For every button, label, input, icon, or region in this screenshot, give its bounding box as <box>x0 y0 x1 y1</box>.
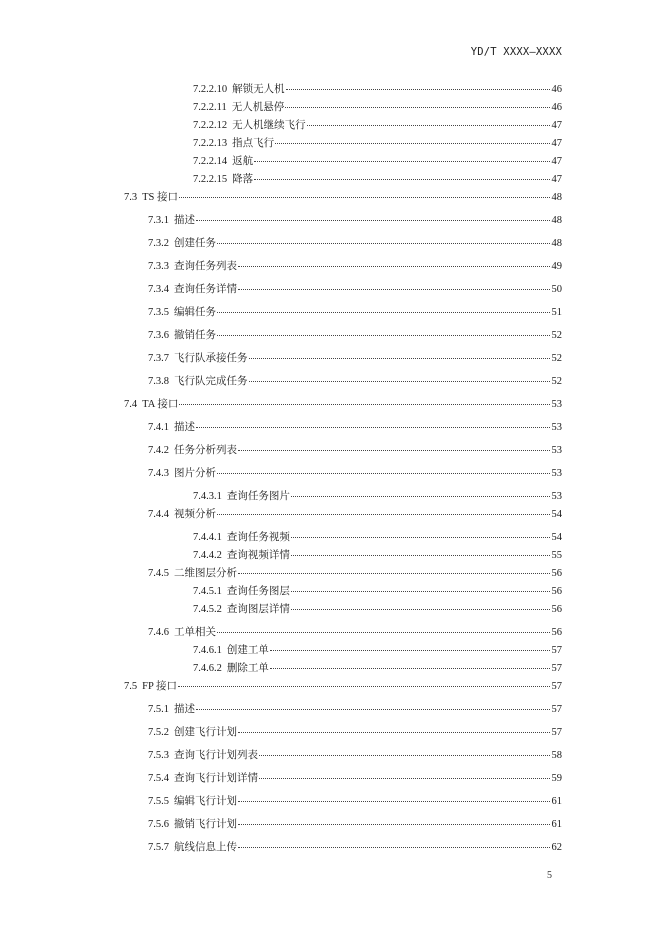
toc-section-number: 7.4.2 <box>148 445 169 456</box>
toc-dot-leader <box>238 723 550 733</box>
toc-section-title: 删除工单 <box>226 663 269 674</box>
toc-section-title: 查询任务视频 <box>226 532 290 543</box>
toc-page-number: 56 <box>551 568 562 579</box>
toc-page-number: 47 <box>551 174 562 185</box>
toc-entry[interactable] <box>193 100 562 114</box>
toc-page-number: 57 <box>551 727 562 738</box>
toc-dot-leader <box>196 418 550 428</box>
toc-entry[interactable] <box>124 190 562 204</box>
toc-page-number: 61 <box>551 819 562 830</box>
toc-dot-leader <box>238 441 550 451</box>
document-code-header: YD/T XXXX—XXXX <box>470 46 562 58</box>
toc-section-title: 描述 <box>174 215 195 226</box>
toc-dot-leader <box>254 152 549 162</box>
toc-section-title: 查询任务图层 <box>226 586 290 597</box>
toc-dot-leader <box>291 487 550 497</box>
toc-section-number: 7.2.2.14 <box>193 156 228 167</box>
toc-page-number: 55 <box>551 550 562 561</box>
toc-section-title: 查询任务图片 <box>226 491 290 502</box>
toc-section-number: 7.4.5.1 <box>193 586 222 597</box>
toc-dot-leader <box>291 546 550 556</box>
toc-section-title: 撤销任务 <box>174 330 216 341</box>
toc-dot-leader <box>217 303 550 313</box>
toc-section-title: 指点飞行 <box>232 138 275 149</box>
toc-dot-leader <box>291 582 550 592</box>
toc-page-number: 61 <box>551 796 562 807</box>
toc-section-number: 7.5 <box>124 681 138 692</box>
toc-section-number: 7.3.5 <box>148 307 169 318</box>
toc-entry[interactable] <box>193 154 562 168</box>
toc-dot-leader <box>249 349 550 359</box>
toc-section-number: 7.3.4 <box>148 284 169 295</box>
toc-entry[interactable] <box>193 82 562 96</box>
toc-dot-leader <box>238 564 550 574</box>
toc-page-number: 57 <box>551 704 562 715</box>
toc-section-number: 7.3.6 <box>148 330 169 341</box>
toc-section-number: 7.5.2 <box>148 727 169 738</box>
toc-dot-leader <box>307 116 550 126</box>
toc-dot-leader <box>179 188 549 198</box>
toc-dot-leader <box>238 280 550 290</box>
toc-entry[interactable] <box>148 507 562 521</box>
toc-page-number: 59 <box>551 773 562 784</box>
toc-page-number: 54 <box>551 532 562 543</box>
toc-section-title: 查询任务列表 <box>174 261 237 272</box>
toc-entry[interactable] <box>124 397 562 411</box>
toc-dot-leader <box>217 623 550 633</box>
toc-entry[interactable] <box>148 328 562 342</box>
toc-page-number: 48 <box>551 192 562 203</box>
toc-section-title: 创建任务 <box>174 238 216 249</box>
toc-page-number: 57 <box>551 663 562 674</box>
toc-page-number: 47 <box>551 120 562 131</box>
toc-dot-leader <box>217 464 550 474</box>
toc-entry[interactable] <box>148 305 562 319</box>
toc-dot-leader <box>285 98 549 108</box>
toc-entry[interactable] <box>124 679 562 693</box>
toc-entry[interactable] <box>148 282 562 296</box>
toc-entry[interactable] <box>148 420 562 434</box>
toc-section-number: 7.4.3 <box>148 468 169 479</box>
toc-entry[interactable] <box>193 118 562 132</box>
toc-section-number: 7.3 <box>124 192 138 203</box>
toc-page-number: 46 <box>551 102 562 113</box>
toc-page-number: 46 <box>551 84 562 95</box>
toc-entry[interactable] <box>193 661 562 675</box>
toc-page-number: 62 <box>551 842 562 853</box>
toc-section-title: TS 接口 <box>142 192 179 203</box>
toc-dot-leader <box>238 838 550 848</box>
toc-page-number: 56 <box>551 627 562 638</box>
toc-section-number: 7.5.3 <box>148 750 169 761</box>
toc-section-title: 查询任务详情 <box>174 284 237 295</box>
toc-page-number: 53 <box>551 399 562 410</box>
toc-entry[interactable] <box>193 530 562 544</box>
toc-entry[interactable] <box>193 602 562 616</box>
toc-section-title: 创建飞行计划 <box>174 727 237 738</box>
toc-page-number: 54 <box>551 509 562 520</box>
toc-dot-leader <box>270 641 550 651</box>
toc-section-number: 7.4.3.1 <box>193 491 222 502</box>
toc-dot-leader <box>217 326 550 336</box>
toc-dot-leader <box>196 700 550 710</box>
toc-section-title: 返航 <box>232 156 254 167</box>
toc-page-number: 48 <box>551 215 562 226</box>
toc-page-number: 53 <box>551 468 562 479</box>
toc-section-number: 7.4.6.2 <box>193 663 222 674</box>
toc-dot-leader <box>238 257 550 267</box>
toc-page-number: 56 <box>551 604 562 615</box>
toc-section-title: 查询视频详情 <box>226 550 290 561</box>
toc-entry[interactable] <box>193 172 562 186</box>
toc-section-title: 创建工单 <box>226 645 269 656</box>
toc-page-number: 57 <box>551 645 562 656</box>
toc-entry[interactable] <box>148 351 562 365</box>
toc-dot-leader <box>286 80 550 90</box>
toc-page-number: 52 <box>551 376 562 387</box>
toc-section-title: 编辑任务 <box>174 307 216 318</box>
toc-section-title: 视频分析 <box>174 509 216 520</box>
toc-dot-leader <box>238 815 550 825</box>
toc-section-number: 7.4.4.1 <box>193 532 222 543</box>
toc-page-number: 49 <box>551 261 562 272</box>
toc-section-number: 7.3.2 <box>148 238 169 249</box>
toc-section-number: 7.5.5 <box>148 796 169 807</box>
toc-section-number: 7.5.1 <box>148 704 169 715</box>
toc-section-number: 7.3.3 <box>148 261 169 272</box>
toc-entry[interactable] <box>148 840 562 854</box>
toc-entry[interactable] <box>193 643 562 657</box>
toc-page-number: 47 <box>551 138 562 149</box>
toc-entry[interactable] <box>148 466 562 480</box>
toc-section-title: FP 接口 <box>142 681 178 692</box>
toc-entry[interactable] <box>148 236 562 250</box>
toc-section-title: 飞行队完成任务 <box>174 376 248 387</box>
toc-page-number: 51 <box>551 307 562 318</box>
toc-dot-leader <box>254 170 549 180</box>
toc-page-number: 48 <box>551 238 562 249</box>
toc-section-number: 7.4.1 <box>148 422 169 433</box>
toc-page-number: 52 <box>551 330 562 341</box>
toc-section-number: 7.2.2.10 <box>193 84 228 95</box>
toc-entry[interactable] <box>193 548 562 562</box>
toc-section-title: 降落 <box>232 174 254 185</box>
toc-section-number: 7.2.2.13 <box>193 138 228 149</box>
toc-section-title: 二维图层分析 <box>174 568 237 579</box>
toc-section-number: 7.5.7 <box>148 842 169 853</box>
toc-section-title: 航线信息上传 <box>174 842 237 853</box>
toc-dot-leader <box>259 769 550 779</box>
toc-section-title: TA 接口 <box>142 399 179 410</box>
toc-section-number: 7.2.2.12 <box>193 120 228 131</box>
toc-section-number: 7.4.6 <box>148 627 169 638</box>
toc-entry[interactable] <box>193 489 562 503</box>
toc-entry[interactable] <box>148 625 562 639</box>
toc-dot-leader <box>196 211 550 221</box>
toc-page-number: 58 <box>551 750 562 761</box>
toc-section-title: 工单相关 <box>174 627 216 638</box>
toc-dot-leader <box>238 792 550 802</box>
toc-section-title: 无人机继续飞行 <box>232 120 306 131</box>
toc-entry[interactable] <box>148 725 562 739</box>
toc-section-title: 无人机悬停 <box>231 102 285 113</box>
toc-section-number: 7.3.1 <box>148 215 169 226</box>
toc-section-number: 7.3.7 <box>148 353 169 364</box>
toc-dot-leader <box>270 659 550 669</box>
toc-section-title: 编辑飞行计划 <box>174 796 237 807</box>
toc-page-number: 57 <box>551 681 562 692</box>
toc-entry[interactable] <box>148 817 562 831</box>
toc-section-title: 任务分析列表 <box>174 445 237 456</box>
toc-page-number: 50 <box>551 284 562 295</box>
toc-section-title: 描述 <box>174 422 195 433</box>
toc-section-title: 查询飞行计划列表 <box>174 750 258 761</box>
toc-section-number: 7.4.4 <box>148 509 169 520</box>
toc-page-number: 56 <box>551 586 562 597</box>
toc-entry[interactable] <box>148 794 562 808</box>
toc-section-number: 7.5.6 <box>148 819 169 830</box>
toc-dot-leader <box>178 677 549 687</box>
toc-entry[interactable] <box>148 213 562 227</box>
toc-page-number: 53 <box>551 422 562 433</box>
toc-section-title: 飞行队承接任务 <box>174 353 248 364</box>
toc-section-number: 7.4.4.2 <box>193 550 222 561</box>
toc-page-number: 52 <box>551 353 562 364</box>
toc-section-number: 7.4 <box>124 399 138 410</box>
toc-dot-leader <box>217 505 550 515</box>
toc-dot-leader <box>291 600 550 610</box>
toc-section-number: 7.4.5.2 <box>193 604 222 615</box>
toc-dot-leader <box>291 528 550 538</box>
page-number: 5 <box>547 870 552 881</box>
toc-entry[interactable] <box>148 259 562 273</box>
toc-dot-leader <box>179 395 549 405</box>
toc-entry[interactable] <box>193 136 562 150</box>
toc-section-number: 7.5.4 <box>148 773 169 784</box>
toc-entry[interactable] <box>148 702 562 716</box>
toc-section-number: 7.4.6.1 <box>193 645 222 656</box>
toc-dot-leader <box>275 134 549 144</box>
toc-page-number: 47 <box>551 156 562 167</box>
toc-entry[interactable] <box>148 566 562 580</box>
toc-dot-leader <box>259 746 550 756</box>
toc-entry[interactable] <box>193 584 562 598</box>
toc-dot-leader <box>249 372 550 382</box>
toc-dot-leader <box>217 234 550 244</box>
toc-section-title: 描述 <box>174 704 195 715</box>
toc-page-number: 53 <box>551 445 562 456</box>
toc-section-number: 7.2.2.15 <box>193 174 228 185</box>
toc-section-title: 查询图层详情 <box>226 604 290 615</box>
toc-section-number: 7.3.8 <box>148 376 169 387</box>
toc-section-title: 查询飞行计划详情 <box>174 773 258 784</box>
toc-section-title: 图片分析 <box>174 468 216 479</box>
toc-section-title: 撤销飞行计划 <box>174 819 237 830</box>
toc-section-number: 7.2.2.11 <box>193 102 227 113</box>
toc-page-number: 53 <box>551 491 562 502</box>
toc-entry[interactable] <box>148 374 562 388</box>
toc-section-number: 7.4.5 <box>148 568 169 579</box>
toc-entry[interactable] <box>148 748 562 762</box>
toc-section-title: 解锁无人机 <box>232 84 285 95</box>
toc-entry[interactable] <box>148 771 562 785</box>
toc-entry[interactable] <box>148 443 562 457</box>
